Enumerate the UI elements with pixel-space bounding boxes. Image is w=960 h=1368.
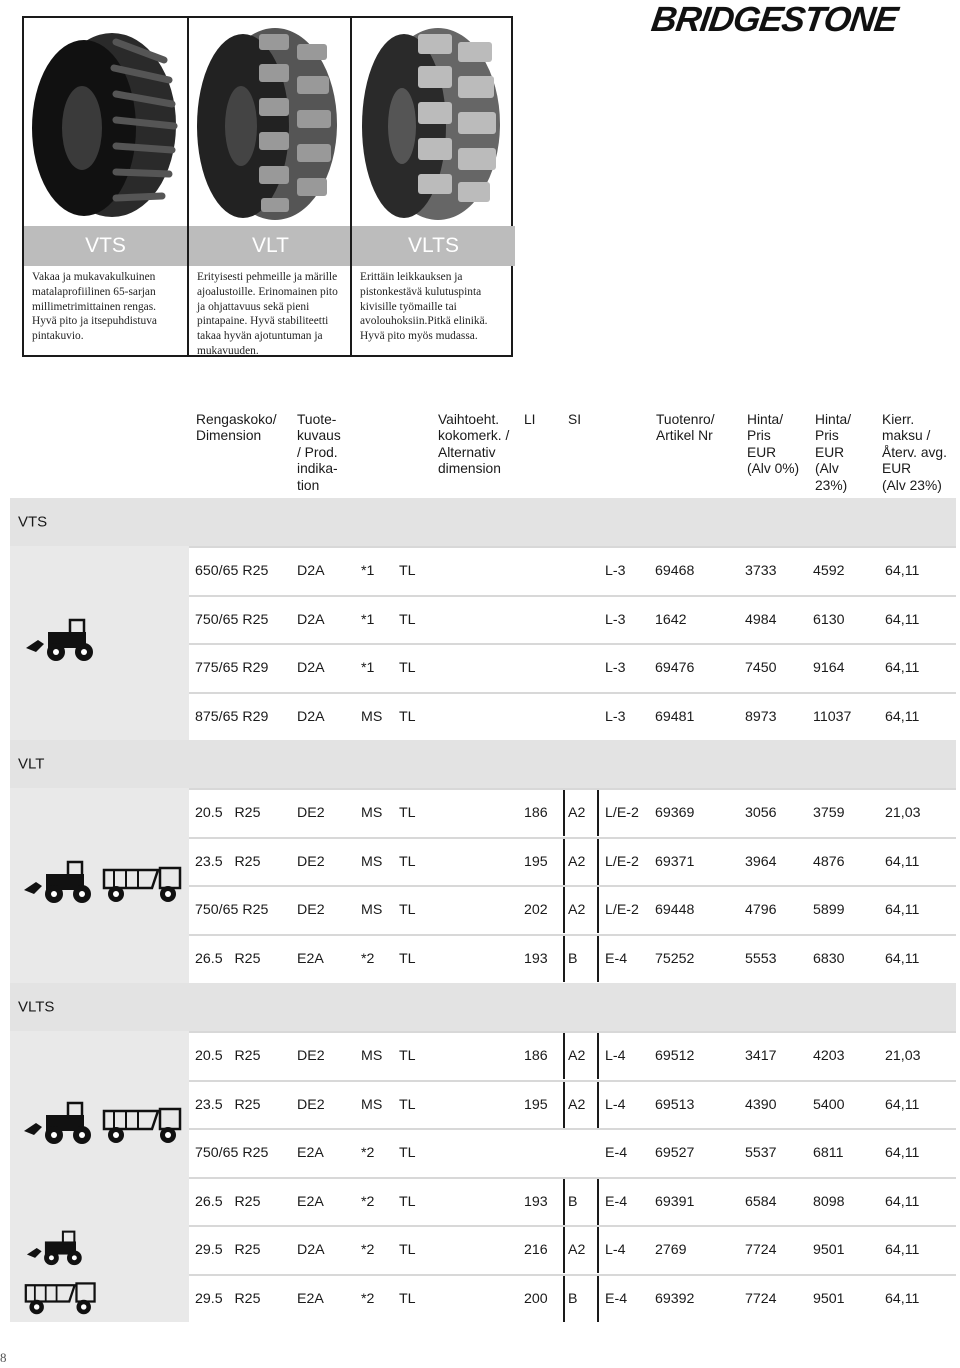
wheel-loader-icon: [24, 618, 100, 662]
cell-price23: 11037: [813, 708, 852, 725]
cell-tread: DE2: [297, 902, 325, 918]
cell-size: 23.5 R25: [195, 853, 261, 870]
cell-tread: E2A: [297, 1290, 324, 1307]
cell-code: E-4: [605, 950, 628, 967]
wheel-loader-icon: [22, 860, 102, 904]
cell-size: 875/65 R29: [195, 708, 269, 725]
cell-size: 775/65 R29: [195, 660, 269, 676]
si-divider: [597, 1227, 599, 1273]
cell-size: 750/65 R25: [195, 611, 269, 628]
cell-fee: 64,11: [885, 902, 920, 918]
vlts-vehicle-cell: [10, 1031, 189, 1224]
cell-size: 29.5 R25: [195, 1242, 261, 1258]
table-row: [189, 1225, 956, 1273]
cell-price23: 4203: [813, 1048, 845, 1064]
cell-art: 69476: [655, 660, 695, 676]
vlt-tag: VLT: [189, 226, 352, 266]
cell-tread: E2A: [297, 950, 324, 967]
si-divider: [597, 839, 599, 885]
vlts-tag: VLTS: [352, 226, 515, 266]
cell-fee: 64,11: [885, 950, 920, 967]
table-row: [189, 1128, 956, 1176]
cell-ply: *1: [361, 660, 375, 676]
cell-ply: *1: [361, 611, 375, 628]
cell-si: A2: [568, 1048, 586, 1064]
cell-price23: 6830: [813, 950, 845, 967]
section-vts: VTS: [10, 498, 956, 546]
table-row: [189, 546, 956, 594]
cell-code: L-3: [605, 708, 626, 725]
cell-size: 26.5 R25: [195, 950, 261, 967]
cell-price0: 7450: [745, 660, 777, 676]
si-divider: [563, 1179, 565, 1225]
cell-price0: 3056: [745, 805, 777, 821]
cell-price0: 7724: [745, 1290, 777, 1307]
cell-type: TL: [399, 708, 416, 725]
cell-type: TL: [399, 805, 416, 821]
si-divider: [563, 1227, 565, 1273]
si-divider: [597, 936, 599, 982]
cell-size: 23.5 R25: [195, 1096, 261, 1113]
cell-ply: *2: [361, 1145, 375, 1161]
vlt-vehicle-cell: [10, 788, 189, 983]
table-row: [189, 1274, 956, 1322]
cell-tread: DE2: [297, 805, 325, 821]
cell-price23: 5400: [813, 1096, 845, 1113]
header-li: LI: [524, 412, 536, 427]
vlts-loader-cell: [10, 1224, 189, 1272]
cell-code: L/E-2: [605, 902, 639, 918]
cell-price0: 7724: [745, 1242, 777, 1258]
cell-si: B: [568, 1290, 578, 1307]
cell-tread: D2A: [297, 611, 325, 628]
cell-tread: E2A: [297, 1145, 324, 1161]
cell-type: TL: [399, 950, 416, 967]
cell-ply: *2: [361, 950, 375, 967]
cell-price23: 6130: [813, 611, 845, 628]
cell-fee: 64,11: [885, 1145, 920, 1161]
cell-type: TL: [399, 902, 416, 918]
cell-si: A2: [568, 853, 586, 870]
table-row: [189, 595, 956, 643]
cell-price23: 9501: [813, 1290, 845, 1307]
si-divider: [563, 1082, 565, 1128]
cell-li: 202: [524, 902, 548, 918]
cell-tread: D2A: [297, 660, 325, 676]
header-price-0: Hinta/ Pris EUR (Alv 0%): [747, 412, 800, 477]
cell-li: 186: [524, 1048, 548, 1064]
cell-fee: 64,11: [885, 1096, 920, 1113]
cell-li: 193: [524, 950, 548, 967]
cell-fee: 64,11: [885, 563, 920, 579]
cell-size: 26.5 R25: [195, 1193, 261, 1210]
cell-si: A2: [568, 902, 586, 918]
cell-art: 69513: [655, 1096, 695, 1113]
si-divider: [563, 1276, 565, 1322]
cell-li: 195: [524, 1096, 548, 1113]
cell-price23: 6811: [813, 1145, 844, 1161]
si-divider: [597, 1033, 599, 1079]
cell-si: B: [568, 1193, 578, 1210]
cell-size: 29.5 R25: [195, 1290, 261, 1307]
wheel-loader-icon: [22, 1101, 102, 1145]
cell-fee: 64,11: [885, 1290, 920, 1307]
cell-price23: 3759: [813, 805, 845, 821]
cell-art: 1642: [655, 611, 687, 628]
cell-price0: 4796: [745, 902, 777, 918]
vlts-truck-cell: [10, 1272, 189, 1322]
vlts-description: Erittäin leikkauksen ja pistonkestävä kulutuspinta kivisille työmaille tai avolouhoksiin.Pitkä elinikä. Hyvä pito myös mudassa.: [360, 271, 488, 343]
cell-price23: 5899: [813, 902, 845, 918]
cell-code: E-4: [605, 1290, 628, 1307]
cell-size: 750/65 R25: [195, 902, 269, 918]
si-divider: [563, 790, 565, 836]
cell-price0: 3417: [745, 1048, 777, 1064]
table-row: [189, 885, 956, 933]
product-vlts: [350, 18, 515, 355]
cell-code: L-4: [605, 1048, 626, 1064]
si-divider: [597, 1082, 599, 1128]
cell-fee: 64,11: [885, 1193, 920, 1210]
cell-tread: DE2: [297, 1096, 325, 1113]
cell-fee: 64,11: [885, 708, 920, 725]
cell-type: TL: [399, 1242, 416, 1258]
vts-vehicle-cell: [10, 546, 189, 740]
cell-fee: 64,11: [885, 853, 920, 870]
cell-li: 200: [524, 1290, 548, 1307]
cell-type: TL: [399, 1048, 416, 1064]
cell-fee: 64,11: [885, 1242, 920, 1258]
cell-price0: 3964: [745, 853, 777, 870]
cell-type: TL: [399, 1290, 416, 1307]
cell-price0: 5537: [745, 1145, 777, 1161]
header-article: Tuotenro/ Artikel Nr: [656, 412, 715, 444]
cell-si: A2: [568, 1242, 586, 1258]
cell-art: 69371: [655, 853, 695, 870]
header-alternative: Vaihtoeht. kokomerk. / Alternativ dimension: [438, 412, 510, 477]
vts-description: Vakaa ja mukavakulkuinen matalaprofiilinen 65-sarjan millimetrimittainen rengas. Hyvä pito ja itsepuhdistuva pintakuvio.: [32, 271, 157, 343]
cell-tread: DE2: [297, 853, 325, 870]
cell-li: 195: [524, 853, 548, 870]
page-number: 8: [0, 1350, 7, 1365]
cell-type: TL: [399, 853, 416, 870]
cell-li: 193: [524, 1193, 548, 1210]
dump-truck-icon: [24, 1278, 100, 1316]
table-row: [189, 1080, 956, 1128]
table-row: [189, 934, 956, 982]
cell-art: 69369: [655, 805, 695, 821]
si-divider: [597, 887, 599, 933]
cell-tread: DE2: [297, 1048, 325, 1064]
cell-si: A2: [568, 1096, 586, 1113]
vlts-tire-image: [352, 20, 515, 225]
cell-fee: 64,11: [885, 660, 920, 676]
cell-type: TL: [399, 1193, 416, 1210]
dump-truck-icon: [102, 1103, 186, 1145]
table-row: [189, 788, 956, 836]
cell-size: 20.5 R25: [195, 805, 261, 821]
cell-art: 2769: [655, 1242, 687, 1258]
cell-size: 20.5 R25: [195, 1048, 261, 1064]
cell-type: TL: [399, 611, 416, 628]
cell-price0: 6584: [745, 1193, 777, 1210]
si-divider: [597, 1276, 599, 1322]
cell-art: 69512: [655, 1048, 695, 1064]
cell-price0: 4984: [745, 611, 777, 628]
cell-ply: *2: [361, 1193, 375, 1210]
cell-type: TL: [399, 1096, 416, 1113]
cell-size: 750/65 R25: [195, 1145, 269, 1161]
si-divider: [563, 936, 565, 982]
cell-li: 216: [524, 1242, 548, 1258]
cell-art: 69391: [655, 1193, 695, 1210]
section-vlts: VLTS: [10, 983, 956, 1031]
cell-price23: 4876: [813, 853, 845, 870]
bridgestone-logo: BRIDGESTONE: [649, 0, 900, 39]
cell-type: TL: [399, 1145, 416, 1161]
cell-li: 186: [524, 805, 548, 821]
product-vts: [24, 18, 187, 355]
cell-art: 75252: [655, 950, 695, 967]
wheel-loader-icon: [22, 1230, 94, 1266]
cell-si: A2: [568, 805, 586, 821]
cell-size: 650/65 R25: [195, 563, 269, 579]
cell-price23: 9501: [813, 1242, 845, 1258]
cell-code: E-4: [605, 1145, 628, 1161]
vlt-tire-image: [189, 20, 352, 225]
cell-price0: 5553: [745, 950, 777, 967]
si-divider: [597, 790, 599, 836]
header-recycling-fee: Kierr. maksu / Återv. avg. EUR (Alv 23%): [882, 412, 947, 493]
section-vlt: VLT: [10, 740, 956, 788]
cell-ply: *2: [361, 1290, 375, 1307]
dump-truck-icon: [102, 862, 186, 904]
vlt-description: Erityisesti pehmeille ja märille ajoalustoille. Erinomainen pito ja ohjattavuus sekä pieni pintapaine. Hyvä stabiliteetti takaa hyvän ajotuntuman ja mukavuuden.: [197, 271, 338, 357]
table-row: [189, 643, 956, 691]
cell-tread: D2A: [297, 563, 325, 579]
cell-tread: D2A: [297, 1242, 325, 1258]
table-row: [189, 1177, 956, 1225]
header-size: Rengaskoko/ Dimension: [196, 412, 277, 444]
cell-tread: D2A: [297, 708, 325, 725]
cell-art: 69392: [655, 1290, 695, 1307]
cell-price0: 4390: [745, 1096, 777, 1113]
cell-ply: MS: [361, 708, 383, 725]
cell-art: 69468: [655, 563, 695, 579]
cell-fee: 21,03: [885, 1048, 921, 1064]
cell-price23: 8098: [813, 1193, 845, 1210]
cell-ply: MS: [361, 1096, 383, 1113]
cell-price23: 9164: [813, 660, 845, 676]
cell-ply: MS: [361, 902, 383, 918]
cell-code: L-3: [605, 563, 626, 579]
cell-type: TL: [399, 660, 416, 676]
cell-fee: 64,11: [885, 611, 920, 628]
vts-tire-image: [24, 20, 187, 225]
cell-ply: MS: [361, 1048, 383, 1064]
cell-code: E-4: [605, 1193, 628, 1210]
cell-code: L/E-2: [605, 805, 639, 821]
table-row: [189, 1031, 956, 1079]
cell-code: L-4: [605, 1096, 626, 1113]
cell-ply: *1: [361, 563, 375, 579]
cell-ply: *2: [361, 1242, 375, 1258]
cell-code: L-3: [605, 660, 626, 676]
product-overview: [22, 16, 513, 357]
si-divider: [563, 839, 565, 885]
table-row: [189, 692, 956, 740]
cell-price23: 4592: [813, 563, 845, 579]
product-vlt: [187, 18, 352, 355]
cell-type: TL: [399, 563, 416, 579]
header-si: SI: [568, 412, 582, 427]
cell-code: L/E-2: [605, 853, 639, 870]
header-price-23: Hinta/ Pris EUR (Alv 23%): [815, 412, 852, 493]
header-description: Tuote- kuvaus / Prod. indika- tion: [297, 412, 341, 493]
cell-art: 69527: [655, 1145, 695, 1161]
cell-price0: 8973: [745, 708, 777, 725]
table-row: [189, 837, 956, 885]
si-divider: [597, 1179, 599, 1225]
vts-tag: VTS: [24, 226, 187, 266]
cell-code: L-3: [605, 611, 626, 628]
si-divider: [563, 887, 565, 933]
cell-ply: MS: [361, 805, 383, 821]
cell-tread: E2A: [297, 1193, 324, 1210]
cell-art: 69448: [655, 902, 695, 918]
cell-ply: MS: [361, 853, 383, 870]
cell-si: B: [568, 950, 578, 967]
cell-art: 69481: [655, 708, 695, 725]
si-divider: [563, 1033, 565, 1079]
cell-fee: 21,03: [885, 805, 921, 821]
cell-code: L-4: [605, 1242, 626, 1258]
cell-price0: 3733: [745, 563, 777, 579]
